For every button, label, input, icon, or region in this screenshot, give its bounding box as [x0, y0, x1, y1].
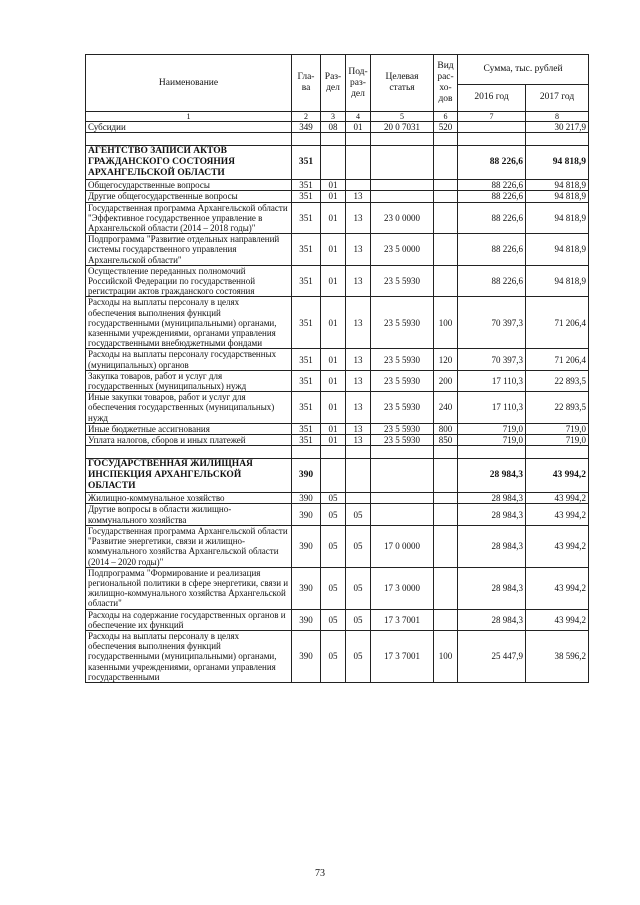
- glava-cell: 351: [292, 297, 321, 349]
- target-cell: 23 5 5930: [371, 370, 434, 391]
- name-cell: Государственная программа Архангельской области "Эффективное государственное управление в Архангельской области (2014 – 2018 годы)": [86, 202, 292, 234]
- agency-row: [86, 459, 589, 493]
- target-cell: [371, 459, 434, 493]
- target-cell: [371, 191, 434, 202]
- glava-cell: 390: [292, 525, 321, 567]
- vid-cell: [434, 234, 458, 266]
- target-cell: [371, 493, 434, 504]
- razdel-cell: 05: [321, 567, 346, 609]
- sum-2016-cell: 88 226,6: [458, 202, 526, 234]
- name-cell: Расходы на содержание государственных органов и обеспечение их функций: [86, 609, 292, 630]
- vid-cell: [434, 459, 458, 493]
- spacer-cell: [458, 133, 526, 146]
- header-vid: Вид рас- хо- дов: [434, 55, 458, 112]
- target-cell: 23 5 5930: [371, 435, 434, 446]
- colnum: 5: [371, 112, 434, 122]
- sum-2016-cell: 88 226,6: [458, 180, 526, 191]
- podrazdel-cell: 13: [346, 234, 371, 266]
- vid-cell: [434, 180, 458, 191]
- spacer-cell: [86, 133, 292, 146]
- vid-cell: [434, 609, 458, 630]
- glava-cell: 351: [292, 234, 321, 266]
- target-cell: [371, 146, 434, 180]
- podrazdel-cell: 13: [346, 435, 371, 446]
- table-row: [86, 202, 589, 234]
- glava-cell: 390: [292, 630, 321, 682]
- name-cell: Расходы на выплаты персоналу в целях обеспечения выполнения функций государственными (муниципальными) органами, казенными учреждениями, органами управления государственными внебюджетными фондами: [86, 297, 292, 349]
- name-cell: Жилищно-коммунальное хозяйство: [86, 493, 292, 504]
- sum-2016-cell: 17 110,3: [458, 392, 526, 424]
- vid-cell: [434, 265, 458, 297]
- table-body: [86, 122, 589, 683]
- name-cell: Уплата налогов, сборов и иных платежей: [86, 435, 292, 446]
- glava-cell: 390: [292, 493, 321, 504]
- sum-2017-cell: 719,0: [526, 435, 589, 446]
- vid-cell: [434, 493, 458, 504]
- razdel-cell: 01: [321, 180, 346, 191]
- table-row: [86, 265, 589, 297]
- podrazdel-cell: 13: [346, 370, 371, 391]
- target-cell: 23 5 5930: [371, 423, 434, 434]
- razdel-cell: 01: [321, 435, 346, 446]
- sum-2017-cell: 38 596,2: [526, 630, 589, 682]
- colnum: 6: [434, 112, 458, 122]
- vid-cell: [434, 504, 458, 525]
- podrazdel-cell: 13: [346, 423, 371, 434]
- sum-2016-cell: 17 110,3: [458, 370, 526, 391]
- spacer-cell: [321, 133, 346, 146]
- razdel-cell: 05: [321, 630, 346, 682]
- table-row: [86, 297, 589, 349]
- glava-cell: 390: [292, 567, 321, 609]
- sum-2016-cell: 88 226,6: [458, 146, 526, 180]
- target-cell: 23 5 5930: [371, 265, 434, 297]
- sum-2016-cell: 719,0: [458, 435, 526, 446]
- razdel-cell: 01: [321, 234, 346, 266]
- table-row: [86, 504, 589, 525]
- spacer-cell: [346, 446, 371, 459]
- target-cell: 17 3 7001: [371, 609, 434, 630]
- sum-2017-cell: 43 994,2: [526, 567, 589, 609]
- sum-2017-cell: 94 818,9: [526, 234, 589, 266]
- sum-2016-cell: 88 226,6: [458, 191, 526, 202]
- glava-cell: 351: [292, 146, 321, 180]
- table-row: [86, 234, 589, 266]
- column-numbers-row: [86, 112, 589, 122]
- podrazdel-cell: 05: [346, 630, 371, 682]
- podrazdel-cell: 13: [346, 191, 371, 202]
- name-cell: Расходы на выплаты персоналу государственных (муниципальных) органов: [86, 349, 292, 370]
- glava-cell: 390: [292, 609, 321, 630]
- name-cell: Подпрограмма "Развитие отдельных направлений системы государственного управления Архангельской области": [86, 234, 292, 266]
- table-row: [86, 567, 589, 609]
- razdel-cell: 01: [321, 423, 346, 434]
- podrazdel-cell: 13: [346, 202, 371, 234]
- razdel-cell: [321, 459, 346, 493]
- header-name: Наименование: [86, 55, 292, 112]
- header-2016: 2016 год: [458, 84, 526, 111]
- glava-cell: 351: [292, 435, 321, 446]
- colnum: 8: [526, 112, 589, 122]
- vid-cell: 850: [434, 435, 458, 446]
- target-cell: 17 0 0000: [371, 525, 434, 567]
- podrazdel-cell: 05: [346, 525, 371, 567]
- razdel-cell: 08: [321, 122, 346, 133]
- podrazdel-cell: 13: [346, 297, 371, 349]
- glava-cell: 351: [292, 191, 321, 202]
- colnum: 4: [346, 112, 371, 122]
- podrazdel-cell: 13: [346, 265, 371, 297]
- glava-cell: 351: [292, 370, 321, 391]
- spacer-cell: [526, 446, 589, 459]
- glava-cell: 351: [292, 349, 321, 370]
- target-cell: 20 0 7031: [371, 122, 434, 133]
- target-cell: 23 0 0000: [371, 202, 434, 234]
- razdel-cell: 01: [321, 202, 346, 234]
- target-cell: 23 5 0000: [371, 234, 434, 266]
- spacer-cell: [434, 133, 458, 146]
- vid-cell: 200: [434, 370, 458, 391]
- page-number: 73: [315, 868, 325, 879]
- spacer-row: [86, 133, 589, 146]
- spacer-cell: [526, 133, 589, 146]
- name-cell: Другие вопросы в области жилищно-коммунального хозяйства: [86, 504, 292, 525]
- name-cell: Иные закупки товаров, работ и услуг для обеспечения государственных (муниципальных) нужд: [86, 392, 292, 424]
- sum-2016-cell: 28 984,3: [458, 609, 526, 630]
- table-row: [86, 191, 589, 202]
- name-cell: Государственная программа Архангельской области "Развитие энергетики, связи и жилищно-коммунального хозяйства Архангельской области (2014 – 2020 годы)": [86, 525, 292, 567]
- glava-cell: 351: [292, 423, 321, 434]
- glava-cell: 390: [292, 459, 321, 493]
- colnum: 7: [458, 112, 526, 122]
- glava-cell: 351: [292, 202, 321, 234]
- header-2017: 2017 год: [526, 84, 589, 111]
- header-sum: Сумма, тыс. рублей: [458, 55, 589, 85]
- sum-2017-cell: 71 206,4: [526, 297, 589, 349]
- sum-2017-cell: 30 217,9: [526, 122, 589, 133]
- vid-cell: 100: [434, 630, 458, 682]
- target-cell: [371, 180, 434, 191]
- agency-row: [86, 146, 589, 180]
- header-razdel: Раз- дел: [321, 55, 346, 112]
- colnum: 1: [86, 112, 292, 122]
- name-cell: ГОСУДАРСТВЕННАЯ ЖИЛИЩНАЯ ИНСПЕКЦИЯ АРХАНГЕЛЬСКОЙ ОБЛАСТИ: [86, 459, 292, 493]
- name-cell: Общегосударственные вопросы: [86, 180, 292, 191]
- target-cell: 17 3 0000: [371, 567, 434, 609]
- podrazdel-cell: 05: [346, 567, 371, 609]
- spacer-row: [86, 446, 589, 459]
- razdel-cell: 01: [321, 265, 346, 297]
- sum-2016-cell: 28 984,3: [458, 567, 526, 609]
- table-row: [86, 493, 589, 504]
- table-row: [86, 180, 589, 191]
- podrazdel-cell: 13: [346, 349, 371, 370]
- glava-cell: 351: [292, 265, 321, 297]
- glava-cell: 390: [292, 504, 321, 525]
- table-row: [86, 630, 589, 682]
- spacer-cell: [346, 133, 371, 146]
- target-cell: 23 5 5930: [371, 297, 434, 349]
- name-cell: Иные бюджетные ассигнования: [86, 423, 292, 434]
- vid-cell: 120: [434, 349, 458, 370]
- podrazdel-cell: [346, 180, 371, 191]
- razdel-cell: 01: [321, 297, 346, 349]
- sum-2016-cell: [458, 122, 526, 133]
- sum-2016-cell: 88 226,6: [458, 234, 526, 266]
- sum-2017-cell: 94 818,9: [526, 191, 589, 202]
- sum-2017-cell: 94 818,9: [526, 180, 589, 191]
- sum-2016-cell: 28 984,3: [458, 504, 526, 525]
- podrazdel-cell: 05: [346, 609, 371, 630]
- target-cell: 23 5 5930: [371, 349, 434, 370]
- vid-cell: [434, 191, 458, 202]
- razdel-cell: 05: [321, 525, 346, 567]
- table-header-row: [86, 55, 589, 85]
- sum-2017-cell: 22 893,5: [526, 392, 589, 424]
- spacer-cell: [86, 446, 292, 459]
- sum-2017-cell: 43 994,2: [526, 459, 589, 493]
- sum-2016-cell: 28 984,3: [458, 459, 526, 493]
- razdel-cell: 05: [321, 493, 346, 504]
- razdel-cell: 01: [321, 191, 346, 202]
- glava-cell: 351: [292, 392, 321, 424]
- name-cell: Расходы на выплаты персоналу в целях обеспечения выполнения функций государственными (муниципальными) органами, казенными учреждениями, органами управления государственными: [86, 630, 292, 682]
- target-cell: [371, 504, 434, 525]
- spacer-cell: [292, 446, 321, 459]
- colnum: 3: [321, 112, 346, 122]
- table-row: [86, 435, 589, 446]
- razdel-cell: 01: [321, 349, 346, 370]
- spacer-cell: [371, 446, 434, 459]
- podrazdel-cell: [346, 459, 371, 493]
- vid-cell: [434, 146, 458, 180]
- sum-2017-cell: 43 994,2: [526, 504, 589, 525]
- podrazdel-cell: 01: [346, 122, 371, 133]
- sum-2017-cell: 719,0: [526, 423, 589, 434]
- table-row: [86, 392, 589, 424]
- sum-2017-cell: 22 893,5: [526, 370, 589, 391]
- spacer-cell: [371, 133, 434, 146]
- budget-table-page: [85, 54, 588, 683]
- vid-cell: 240: [434, 392, 458, 424]
- spacer-cell: [458, 446, 526, 459]
- sum-2016-cell: 70 397,3: [458, 297, 526, 349]
- glava-cell: 349: [292, 122, 321, 133]
- sum-2017-cell: 71 206,4: [526, 349, 589, 370]
- razdel-cell: 01: [321, 392, 346, 424]
- table-row: [86, 609, 589, 630]
- name-cell: АГЕНТСТВО ЗАПИСИ АКТОВ ГРАЖДАНСКОГО СОСТОЯНИЯ АРХАНГЕЛЬСКОЙ ОБЛАСТИ: [86, 146, 292, 180]
- target-cell: 17 3 7001: [371, 630, 434, 682]
- razdel-cell: 01: [321, 370, 346, 391]
- sum-2016-cell: 25 447,9: [458, 630, 526, 682]
- sum-2016-cell: 28 984,3: [458, 525, 526, 567]
- sum-2017-cell: 43 994,2: [526, 609, 589, 630]
- header-podrazdel: Под- раз- дел: [346, 55, 371, 112]
- table-row: [86, 423, 589, 434]
- table-row: [86, 122, 589, 133]
- name-cell: Осуществление переданных полномочий Российской Федерации по государственной регистрации актов гражданского состояния: [86, 265, 292, 297]
- budget-table: [85, 54, 589, 683]
- razdel-cell: 05: [321, 609, 346, 630]
- vid-cell: 800: [434, 423, 458, 434]
- header-target: Целевая статья: [371, 55, 434, 112]
- spacer-cell: [292, 133, 321, 146]
- sum-2017-cell: 94 818,9: [526, 265, 589, 297]
- podrazdel-cell: 13: [346, 392, 371, 424]
- colnum: 2: [292, 112, 321, 122]
- vid-cell: [434, 567, 458, 609]
- table-row: [86, 349, 589, 370]
- vid-cell: 520: [434, 122, 458, 133]
- name-cell: Закупка товаров, работ и услуг для государственных (муниципальных) нужд: [86, 370, 292, 391]
- sum-2017-cell: 43 994,2: [526, 525, 589, 567]
- sum-2017-cell: 94 818,9: [526, 202, 589, 234]
- sum-2016-cell: 70 397,3: [458, 349, 526, 370]
- vid-cell: [434, 202, 458, 234]
- sum-2016-cell: 28 984,3: [458, 493, 526, 504]
- target-cell: 23 5 5930: [371, 392, 434, 424]
- name-cell: Субсидии: [86, 122, 292, 133]
- podrazdel-cell: [346, 146, 371, 180]
- spacer-cell: [434, 446, 458, 459]
- header-glava: Гла- ва: [292, 55, 321, 112]
- name-cell: Подпрограмма "Формирование и реализация региональной политики в сфере энергетики, связи и жилищно-коммунального хозяйства Архангельской области": [86, 567, 292, 609]
- name-cell: Другие общегосударственные вопросы: [86, 191, 292, 202]
- glava-cell: 351: [292, 180, 321, 191]
- podrazdel-cell: [346, 493, 371, 504]
- table-row: [86, 525, 589, 567]
- vid-cell: 100: [434, 297, 458, 349]
- table-row: [86, 370, 589, 391]
- sum-2017-cell: 43 994,2: [526, 493, 589, 504]
- razdel-cell: 05: [321, 504, 346, 525]
- vid-cell: [434, 525, 458, 567]
- podrazdel-cell: 05: [346, 504, 371, 525]
- spacer-cell: [321, 446, 346, 459]
- sum-2016-cell: 719,0: [458, 423, 526, 434]
- sum-2016-cell: 88 226,6: [458, 265, 526, 297]
- razdel-cell: [321, 146, 346, 180]
- sum-2017-cell: 94 818,9: [526, 146, 589, 180]
